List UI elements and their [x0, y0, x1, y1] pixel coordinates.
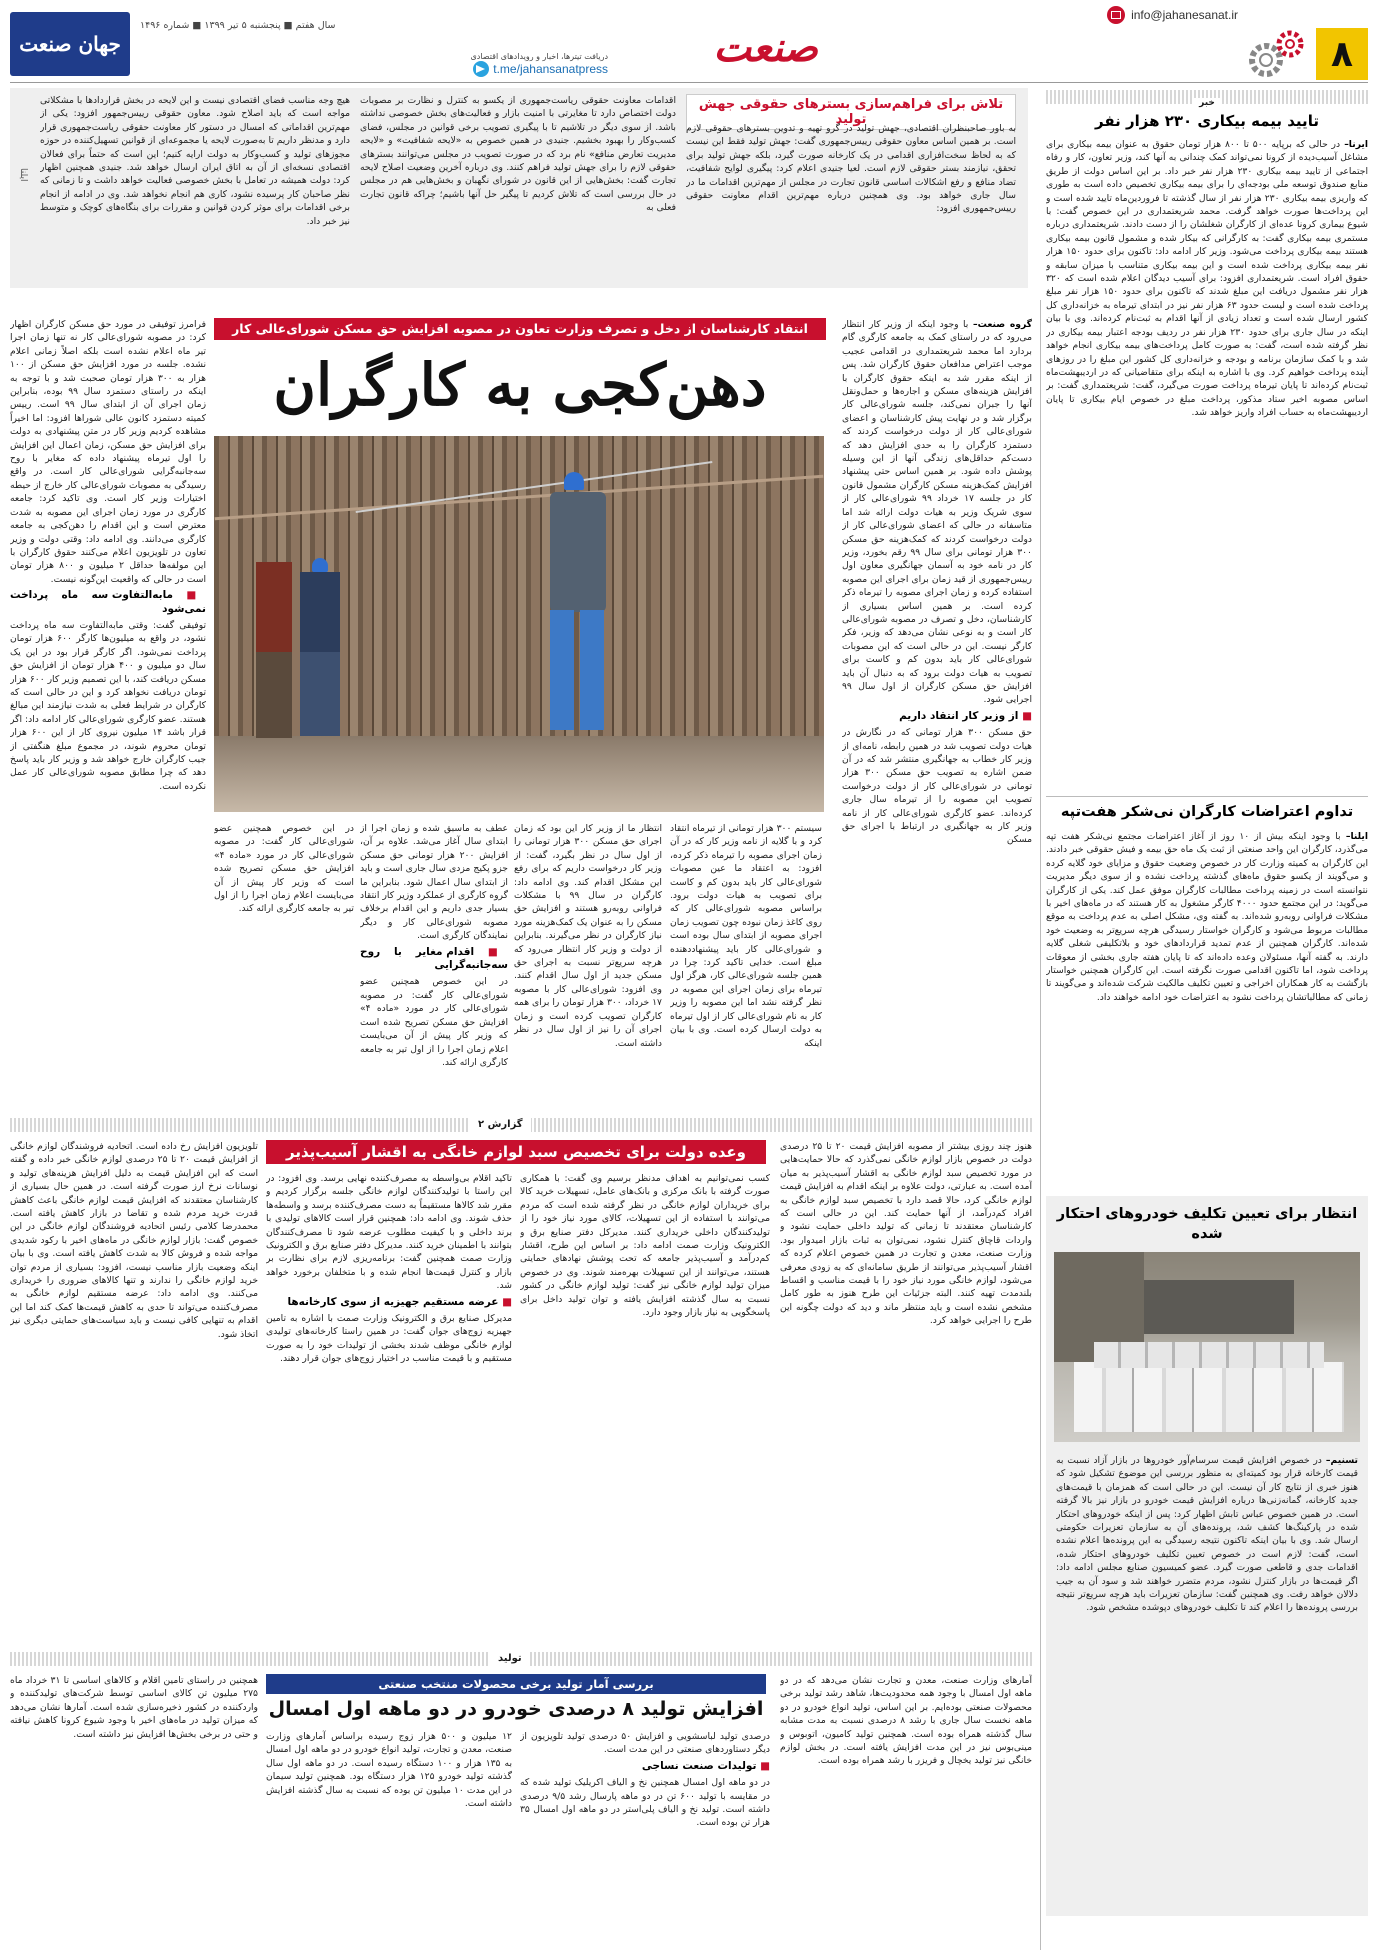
telegram-caption: دریافت تیترها، اخبار و رویدادهای اقتصادی [470, 52, 608, 61]
right-col-rule [1040, 300, 1041, 1950]
main-col-d-cont: در این خصوص همچنین عضو شورای‌عالی کار گفت: در مصوبه شورای‌عالی کار در مورد «ماده ۴» افزایش حق مسکن تصریح شده است که وزیر کار پیش از آن می‌بایست اعلام زمان اجرا را از اول تیر به جامعه کارگری ارائه کند. [214, 823, 354, 915]
top-article-title: تلاش برای فراهم‌سازی بسترهای حقوقی جهش تولید [686, 94, 1016, 130]
story-divider [1046, 796, 1368, 797]
production-subhead: ■ تولیدات صنعت نساجی [641, 1759, 770, 1772]
main-col-b: سیستم ۳۰۰ هزار تومانی از تیرماه انتقاد کرد و با گلایه از نامه وزیر کار که در آن زمان اجرای مصوبه را تیرماه ذکر کرده، افزود: به اعتقاد ما عین مصوبات شورای‌عالی کار باید بدون کم و کاست برای تصویب به هیات دولت برود. براساس مصوبه شورای‌عالی کار که روی کاغذ زمان نبوده چون تصویب زمان اجرای مصوبه از ابتدای سال بوده است و شورای‌عالی کار باید پیشنهاددهنده مبلغ است. خدایی تاکید کرد: چرا در همین جلسه شورای‌عالی کار، هرگز اول تیرماه برای زمان اجرای این مصوبه در نظر گرفته نشد اما این مصوبه را وزیر کار به نام شورای‌عالی کار از اول تیرماه به دولت ارسال کرده است. وی با بیان اینکه [670, 823, 822, 1049]
story2-lead: ایلنا [1350, 831, 1368, 842]
newspaper-logo [10, 12, 130, 76]
main-col-e-subhead: ■ مابه‌التفاوت سه ماه پرداخت نمی‌شود [10, 589, 206, 615]
main-kicker: انتقاد کارشناسان از دخل و تصرف وزارت تعاون در مصوبه افزایش حق مسکن شورای‌عالی کار [214, 318, 826, 340]
main-story [10, 300, 1032, 1120]
top-article-col1: به باور صاحبنظران اقتصادی، جهش تولید در گرو تهیه و تدوین بسترهای حقوقی لازم است. بر همین اساس معاون حقوقی رییس‌جمهوری گفت: جهش تولید فقط این نیست که به لحاظ سخت‌افزاری اقدامی در یک کارخانه صورت گیرد، بلکه جهش تولید برای تحقق، نیازمند بستر حقوقی لازم است. لعیا جنیدی اعلام کرد: پیگیری لوایح شفافیت، تضاد منافع و رفع اشکالات اساسی قانون تجارت در مجلس از مهم‌ترین اقدامات ما در سال جاری خواهد بود. وی همچنین درباره مهم‌ترین اقدام معاونت حقوقی رییس‌جمهوری افزود: [686, 123, 1016, 215]
story2-body: ایلنا– با وجود اینکه بیش از ۱۰ روز از آغاز اعتراضات مجتمع نی‌شکر هفت تپه می‌گذرد، کارگران این واحد صنعتی از ثبت یک ماه حق بیمه و فیش حقوقی خبر دادند. این کارگران به کمیته وزارت کار در خصوص وضعیت حقوق و مزایای خود گلایه کرده و می‌گویند از یکسو حقوق ماه‌های گذشته پرداخت نشده و از سوی دیگر مدیریت نتوانسته است در زمینه پرداخت مطالبات کارگران موفق عمل کند. یکی از کارگران می‌گوید: در این مجتمع حدود ۴۰۰۰ کارگر مشغول به کار هستند که در ماه‌های اخیر با مشکلات فراوانی روبه‌رو شده‌اند. به گفته وی، مشکل اصلی به عدم پرداخت به موقع مطالبات مربوط می‌شود و کارگران خواستار رسیدگی هرچه سریع‌تر به وضعیت خود شده‌اند. کارگران همچنین از عدم تمدید قراردادهای خود و بلاتکلیفی شغلی گلایه دارند. به گفته آنها، مسئولان وعده داده‌اند که تا پایان هفته جاری بخشی از معوقات پرداخت شود، اما تاکنون اقدامی صورت نگرفته است. این کارگران همچنین خواستار بازگشت به کار همکاران اخراجی و تعیین تکلیف مالکیت شرکت شده‌اند و می‌گویند تا زمانی که مطالباتشان پرداخت نشود به اعتراضات خود ادامه خواهند داد. [1046, 831, 1368, 1003]
story3-text: در خصوص افزایش قیمت سرسام‌آور خودروها در بازار آزاد نسبت به قیمت کارخانه قرار بود کمیته‌ای به منظور بررسی این موضوع تشکیل شود که هنوز خبری از نتایج کار آن نیست. این در حالی است که همزمان با قیمت‌های جدید کارخانه، گمانه‌زنی‌ها درباره افزایش قیمت خودرو در بازار نیز بالا گرفته است. در همین خصوص عباس تابش اظهار کرد: پس از اینکه خودروهای احتکار شده در پارکینگ‌ها کشف شد، پرونده‌های آن به سازمان تعزیرات حکومتی ارسال شد. وی با بیان اینکه تاکنون نتیجه رسیدگی به این پرونده‌ها اعلام نشده است، گفت: لازم است در خصوص تعیین تکلیف خودروهای احتکار شده، اقدامات جدی و قاطعی صورت گیرد. عضو کمیسیون صنایع مجلس ادامه داد: اگر قیمت‌ها در بازار کنترل نشود، مردم متضرر خواهند شد و سود آن به جیب دلالان خواهد رفت. وی همچنین گفت: سازمان تعزیرات باید هرچه سریع‌تر نتیجه بررسی پرونده‌ها را اعلام کند تا تکلیف خودروهای دپوشده مشخص شود. [1056, 1455, 1358, 1614]
parked-cars-photo [1054, 1252, 1360, 1442]
story3-box [1046, 1196, 1368, 1916]
email-line [1107, 6, 1238, 24]
story3-lead: تسنیم [1330, 1455, 1358, 1466]
main-col-c: انتظار ما از وزیر کار این بود که زمان اجرای حق مسکن ۳۰۰ هزار تومانی را از اول سال در نظر بگیرد، گفت: از وزیر کار درخواست داریم که برای رفع این مشکل اقدام کند. وی ادامه داد: کارگران در سال ۹۹ با مشکلات فراوانی روبه‌رو هستند و افزایش حق مسکن را به عنوان یک کمک‌هزینه مورد نیاز کارگران در نظر می‌گیرند. بنابراین از دولت و وزیر کار انتظار می‌رود که هرچه سریع‌تر نسبت به اجرای حق مسکن جدید از اول سال اقدام کنند. وی افزود: شورای‌عالی کار با مصوبه ۱۷ خرداد، ۳۰۰ هزار تومان را برای همه کارگران تصویب کرده است و زمان اجرای آن را نیز از اول سال در نظر داشته است. [514, 823, 662, 1049]
story1-lead: ایرنا [1348, 139, 1368, 150]
story2-title: تداوم اعتراضات کارگران نی‌شکر هفت‌تپه [1060, 804, 1354, 820]
production-kicker: بررسی آمار تولید برخی محصولات منتخب صنعتی [266, 1674, 766, 1694]
email-address[interactable]: info@jahanesanat.ir [1131, 8, 1238, 22]
logo-text: جهان صنعت [19, 32, 121, 56]
masthead [0, 0, 1378, 88]
report2-col4: تلویزیون افزایش رخ داده است. اتحادیه فروشندگان لوازم خانگی از افزایش قیمت ۲۰ تا ۲۵ درصدی لوازم خانگی خبر داده و گفته است که این افزایش قیمت به دلیل افزایش هزینه‌های تولید و نوسانات نرخ ارز صورت گرفته است. در همین حال بسیاری از کارشناسان معتقدند که افزایش قیمت لوازم خانگی باعث کاهش قدرت خرید مردم شده و تقاضا در بازار کاهش یافته است. محمدرضا کلامی رئیس اتحادیه فروشندگان لوازم خانگی در این خصوص گفت: بازار لوازم خانگی در ماه‌های اخیر با رکود شدیدی مواجه شده و فروش کالا به شدت کاهش یافته است. وی با بیان اینکه وضعیت بازار مناسب نیست، افزود: بسیاری از مردم توان خرید لوازم خانگی را ندارند و تنها کالاهای ضروری را خریداری می‌کنند. وی ادامه داد: عرضه مستقیم لوازم خانگی به مصرف‌کننده می‌تواند تا حدی به کاهش قیمت‌ها کمک کند اما این اقدام به تنهایی کافی نیست و باید سیاست‌های حمایتی دیگری نیز اتخاذ شود. [10, 1141, 258, 1340]
main-headline: دهن‌کجی به کارگران [273, 351, 767, 419]
report2-col1: هنوز چند روزی بیشتر از مصوبه افزایش قیمت ۲۰ تا ۲۵ درصدی دولت در خصوص بازار لوازم خانگی نمی‌گذرد که حالا حمایت‌هایی در مورد تخصیص سبد لوازم خانگی به اقشار آسیب‌پذیر به میان آمده است. به عبارتی، دولت علاوه بر اینکه اقدام به افزایش قیمت لوازم خانگی کرد، حالا قصد دارد با تخصیص سبد لوازم خانگی به افراد کم‌درآمد، از آنها حمایت کند. این در حالی است که کارشناسان معتقدند تا زمانی که تولید داخلی حمایت نشود و واردات قاچاق کنترل نشود، نمی‌توان به ثبات بازار امیدوار بود. وزارت صنعت، معدن و تجارت در همین خصوص اعلام کرده که اقشار آسیب‌پذیر می‌توانند از طریق سامانه‌ای که به زودی معرفی می‌شود، لوازم خانگی مورد نیاز خود را با قیمت مناسب و اقساط بلندمدت تهیه کنند. البته جزئیات این طرح هنوز به طور کامل مشخص نشده است و باید منتظر ماند و دید که دولت چگونه این طرح را اجرایی خواهد کرد. [780, 1141, 1032, 1327]
story3-body: تسنیم– در خصوص افزایش قیمت سرسام‌آور خودروها در بازار آزاد نسبت به قیمت کارخانه قرار بود کمیته‌ای به منظور بررسی این موضوع تشکیل شود که هنوز خبری از نتایج کار آن نیست. این در حالی است که همزمان با قیمت‌های جدید کارخانه، گمانه‌زنی‌ها درباره افزایش قیمت خودرو در بازار نیز بالا گرفته است. در همین خصوص عباس تابش اظهار کرد: پس از اینکه خودروهای احتکار شده در پارکینگ‌ها کشف شد، پرونده‌های آن به سازمان تعزیرات حکومتی ارسال شد. وی با بیان اینکه تاکنون نتیجه رسیدگی به این پرونده‌ها اعلام نشده است، گفت: لازم است در خصوص تعیین تکلیف خودروهای احتکار شده، اقدامات جدی و قاطعی صورت گیرد. عضو کمیسیون صنایع مجلس ادامه داد: اگر قیمت‌ها در بازار کنترل نشود، مردم متضرر خواهند شد و سود آن به جیب دلالان خواهد رفت. وی همچنین گفت: سازمان تعزیرات باید هرچه سریع‌تر نتیجه بررسی پرونده‌ها را اعلام کند تا تکلیف خودروهای دپوشده مشخص شود. [1056, 1455, 1358, 1614]
main-col-a-subhead: ■ از وزیر کار انتقاد داریم [899, 709, 1032, 722]
report2-subhead: ■ عرضه مستقیم جهیزیه از سوی کارخانه‌ها [287, 1295, 512, 1308]
story3-title: انتظار برای تعیین تکلیف خودروهای احتکار شده [1056, 1206, 1358, 1242]
production-col1: آمارهای وزارت صنعت، معدن و تجارت نشان می‌دهد که در دو ماهه اول امسال با وجود همه محدودیت‌ها، شاهد رشد تولید برخی محصولات صنعتی بوده‌ایم. بر این اساس، تولید انواع خودرو در دو ماهه نخست سال جاری با رشد ۸ درصدی نسبت به مدت مشابه سال گذشته همراه بوده است. همچنین تولید کامیون، اتوبوس و مینی‌بوس نیز در این مدت افزایش یافته است. در بخش لوازم خانگی نیز تولید یخچال و فریزر با رشد همراه بوده است. [780, 1675, 1032, 1767]
main-col-e: فرامرز توفیقی در مورد حق مسکن کارگران اظهار کرد: در مصوبه شورای‌عالی کار نه تنها زمان اجرا تیر ماه اعلام نشده است بلکه اصلاً زمانی اعلام نشده. جلسه در مورد افزایش حق مسکن از ۱۰۰ هزار به ۳۰۰ هزار تومان صحبت شد و با توجه به اینکه در راستای دستمزد سال ۹۹ بوده، بنابراین زمان اجرای آن از ابتدای سال ۹۹ است. رییس کمیته دستمزد کانون عالی شوراها افزود: اما اخیراً مشاهده کردیم وزیر کار در متن پیشنهادی به دولت برای افزایش حق مسکن، زمان اعمال این افزایش را اول تیرماه پیشنهاد داده که مغایر با روح سه‌جانبه‌گرایی شورای‌عالی کار است. در واقع رسیدگی به مصوبات شورای‌عالی کار خارج از حیطه اختیارات وزیر کار است. وی تاکید کرد: جامعه کارگری در مورد زمان اجرای این مصوبه به شدت معترض است و این اقدام را دهن‌کجی به جامعه کارگری می‌دانند. وی ادامه داد: وقتی دولت و وزیر تعاون در تلویزیون اعلام می‌کنند حقوق کارگران با این مولفه‌ها حداقل ۲ میلیون و ۸۰۰ هزار تومان است در حالی که واقعیت این‌گونه نیست. ■ مابه‌التفاوت سه ماه پرداخت نمی‌شود توفیقی گفت: وقتی مابه‌التفاوت سه ماه پرداخت نشود، در واقع به میلیون‌ها کارگر ۶۰۰ هزار تومان پرداخت نمی‌شود. اگر کارگر قرار بود در این یک سال دو میلیون و ۴۰۰ هزار تومان از افزایش حق مسکن دریافت کند، با این تصمیم وزیر کار ۶۰۰ هزار تومان دریافت نخواهد کرد و این در حالی است که کارگران در شرایط فعلی به شدت نیازمند این مبالغ هستند. عضو کارگری شورای‌عالی کار ادامه داد: اگر قرار باشد ۱۴ میلیون نیروی کار از این ۶۰۰ هزار تومان محروم شوند، در مجموع مبلغ هنگفتی از جیب کارگران خارج خواهد شد و وزیر کار باید پاسخ دهد که چرا مطابق مصوبه شورای‌عالی کار عمل نکرده است. [10, 319, 206, 792]
page-number-badge [1316, 28, 1368, 80]
story1-title: تایید بیمه بیکاری ۲۳۰ هزار نفر [1095, 112, 1319, 130]
story1-body: ایرنا– در حالی که برپایه ۵۰۰ تا ۸۰۰ هزار تومان حقوق به عنوان بیمه بیکاری برای مشاغل آسیب‌دیده از کرونا نمی‌تواند کمک چندانی به آنها کند، وزیر تعاون، کار و رفاه اجتماعی از تایید بیمه بیکاری ۲۳۰ هزار نفر خبر داد. بر این اساس دولت از طریق منابع صندوق توسعه ملی بودجه‌ای را برای بیمه بیکاری تخصیص داده است به طوری که واریزی بیمه بیکاری ۲۳۰ هزار نفر از سال گذشته تا فروردین‌ماه تایید شده است و این پرداخت‌ها صورت خواهد گرفت. محمد شریعتمداری در این خصوص گفت: با شیوع بیماری کرونا عده‌ای از کارگران شغلشان را از دست دادند. شریعتمداری درباره مستمری بیمه بیکاری گفت: به کارگرانی که بیکار شده و مشمول قانون بیمه بیکاری هستند بیمه بیکاری پرداخت می‌شود. وزیر کار ادامه داد: تاکنون برای حدود ۱۵۰ هزار نفر بیمه بیکاری پرداخت شده است و این بیمه بیکاری متناسب با میزان سابقه و حقوق افراد است. شریعتمداری افزود: برای آسیب دیدگان اعلام شده است که ۳۲۰ هزار نفر مشمول دریافت این مبلغ شدند که تاکنون برای حدود ۱۵۰ هزار نفر مبلغ پرداخت شده است و لیست حدود ۶۳ هزار نفر نیز در ابتدای تیرماه به خزانه‌داری کل کشور ارسال شده است و تعداد زیادی از آنها اقدام به ثبت‌نام کرده‌اند. وی با بیان اینکه در سال جاری برای حدود ۲۳۰ هزار نفر در ردیف بودجه اعتبار بیمه بیکاری در نظر گرفته شده است، گفت: به صورت کامل پرداخت‌های بیمه بیکاری انجام خواهد شد و با کمک سازمان برنامه و بودجه و خزانه‌داری کل کشور این مبلغ را در روزهای آینده پرداخت خواهیم کرد. وی با اشاره به اینکه برای متقاضیانی که در اردیبهشت‌ماه ثبت‌نام کرده‌اند تا پایان تیرماه پرداخت صورت می‌گیرد، گفت: شریعتمداری گفت: بر اساس مصوبه اخیر ستاد مذکور، پرداخت مبلغ در خصوص ایام بیکاری تا پایان اردیبهشت‌ماه به حساب افراد واریز خواهد شد. [1046, 139, 1368, 419]
main-col-d: عطف به ماسبق شده و زمان اجرا از ابتدای سال آغاز می‌شد. علاوه بر آن، افزایش ۲۰۰ هزار تومانی حق مسکن جزو پکیج مزدی سال جاری است و باید از ابتدای سال اعمال شود. بنابراین ما گروه کارگری از عملکرد وزیر کار انتقاد بسیار جدی داریم و این اقدام برخلاف مصوبه شورای‌عالی کار و دیگر نمایندگان کارگری است. ■ اقدام مغایر با روح سه‌جانبه‌گرایی در این خصوص همچنین عضو شورای‌عالی کار گفت: در مصوبه شورای‌عالی کار در مورد «ماده ۴» افزایش حق مسکن تصریح شده است که وزیر کار پیش از آن می‌بایست اعلام زمان اجرا را از اول تیر به جامعه کارگری ارائه کند. [360, 823, 508, 1068]
production-col3: ۱۲ میلیون و ۵۰۰ هزار زوج رسیده براساس آمارهای وزارت صنعت، معدن و تجارت، تولید انواع خودرو در دو ماهه اول امسال به ۱۳۵ هزار و ۱۰۰ دستگاه رسیده است. در دو ماهه اول سال گذشته تولید خودرو ۱۲۵ هزار دستگاه بود. همچنین تولید سیمان در این مدت ۱۰ میلیون تن بوده که نسبت به سال گذشته افزایش داشته است. [266, 1731, 512, 1810]
section-title: صنعت [713, 24, 818, 71]
production-col4: همچنین در راستای تامین اقلام و کالاهای اساسی تا ۳۱ خرداد ماه ۲۷۵ میلیون تن کالای اساسی توسط شرکت‌های تولیدکننده و وارد‌کننده در کشور ذخیره‌سازی شده است. آمارها نشان می‌دهد که میزان تولید در ماه‌های اخیر با وجود شیوع کرونا کاهش نیافته و حتی در برخی بخش‌ها افزایش نیز داشته است. [10, 1675, 258, 1740]
top-article-byline: ایلنا [18, 168, 28, 182]
story1-text: در حالی که برپایه ۵۰۰ تا ۸۰۰ هزار تومان حقوق به عنوان بیمه بیکاری برای مشاغل آسیب‌دیده از کرونا نمی‌تواند کمک چندانی به آنها کند، وزیر تعاون، کار و رفاه اجتماعی از تایید بیمه بیکاری ۲۳۰ هزار نفر خبر داد. بر این اساس دولت از طریق منابع صندوق توسعه ملی بودجه‌ای را برای بیمه بیکاری تخصیص داده است به طوری که واریزی بیمه بیکاری ۲۳۰ هزار نفر از سال گذشته تا فروردین‌ماه تایید شده است و این پرداخت‌ها صورت خواهد گرفت. محمد شریعتمداری در این خصوص گفت: با شیوع بیماری کرونا عده‌ای از کارگران شغلشان را از دست دادند. شریعتمداری درباره مستمری بیمه بیکاری گفت: به کارگرانی که بیکار شده و مشمول قانون بیمه بیکاری هستند بیمه بیکاری پرداخت می‌شود. وزیر کار ادامه داد: تاکنون برای حدود ۱۵۰ هزار نفر بیمه بیکاری پرداخت شده است و این بیمه بیکاری متناسب با میزان سابقه و حقوق افراد است. شریعتمداری افزود: برای آسیب دیدگان اعلام شده است که ۳۲۰ هزار نفر مشمول دریافت این مبلغ شدند که تاکنون برای حدود ۱۵۰ هزار نفر مبلغ پرداخت شده است و لیست حدود ۶۳ هزار نفر نیز در ابتدای تیرماه به خزانه‌داری کل کشور ارسال شده است و تعداد زیادی از آنها اقدام به ثبت‌نام کرده‌اند. وی با بیان اینکه در سال جاری برای حدود ۲۳۰ هزار نفر در ردیف بودجه اعتبار بیمه بیکاری در نظر گرفته شده است، گفت: به صورت کامل پرداخت‌های بیمه بیکاری انجام خواهد شد و با کمک سازمان برنامه و بودجه و خزانه‌داری کل کشور این مبلغ را در روزهای آینده پرداخت خواهیم کرد. وی با اشاره به اینکه برای متقاضیانی که در اردیبهشت‌ماه ثبت‌نام کرده‌اند تا پایان تیرماه پرداخت صورت می‌گیرد، گفت: شریعتمداری گفت: بر اساس مصوبه اخیر ستاد مذکور، پرداخت مبلغ در خصوص ایام بیکاری تا پایان اردیبهشت‌ماه به حساب افراد واریز خواهد شد. [1046, 139, 1368, 419]
masthead-rule [10, 82, 1368, 83]
mail-icon [1107, 6, 1125, 24]
right-column [1046, 88, 1368, 1888]
story2-text: با وجود اینکه بیش از ۱۰ روز از آغاز اعتراضات مجتمع نی‌شکر هفت تپه می‌گذرد، کارگران این واحد صنعتی از ثبت یک ماه حق بیمه و فیش حقوقی خبر دادند. این کارگران به کمیته وزارت کار در خصوص وضعیت حقوق و مزایای خود گلایه کرده و می‌گویند از یکسو حقوق ماه‌های گذشته پرداخت نشده و از سوی دیگر مدیریت نتوانسته است در زمینه پرداخت مطالبات کارگران موفق عمل کند. یکی از کارگران می‌گوید: در این مجتمع حدود ۴۰۰۰ کارگر مشغول به کار هستند که در ماه‌های اخیر با مشکلات فراوانی روبه‌رو شده‌اند. به گفته وی، مشکل اصلی به عدم پرداخت به موقع مطالبات مربوط می‌شود و کارگران خواستار رسیدگی هرچه سریع‌تر به وضعیت خود شده‌اند. کارگران همچنین از عدم تمدید قراردادهای خود و بلاتکلیفی شغلی گلایه دارند. به گفته آنها، مسئولان وعده داده‌اند که تا پایان هفته جاری بخشی از معوقات پرداخت شود، اما تاکنون اقدامی صورت نگرفته است. این کارگران همچنین خواستار بازگشت به کار همکاران اخراجی و تعیین تکلیف مالکیت شرکت شده‌اند و می‌گویند تا زمانی که مطالباتشان پرداخت نشود به اعتراضات خود ادامه خواهند داد. [1046, 831, 1368, 1003]
report2-col3: تاکید اقلام بی‌واسطه به مصرف‌کننده نهایی برسد. وی افزود: در این راستا با تولیدکنندگان لوازم خانگی جلسه برگزار کردیم و مقرر شد کالاها مستقیماً به دست مصرف‌کننده برسد و واسطه‌ها حذف شوند. وی ادامه داد: همچنین قرار است کالاهای تولیدی با برند داخلی و با کیفیت مطلوب عرضه شود تا مصرف‌کنندگان بتوانند با اطمینان خرید کنند. مدیرکل دفتر صنایع برق و الکترونیک وزارت صمت همچنین گفت: برنامه‌ریزی لازم برای نظارت بر بازار و کنترل قیمت‌ها انجام شده و با متخلفان برخورد خواهد شد. ■ عرضه مستقیم جهیزیه از سوی کارخانه‌ها مدیرکل صنایع برق و الکترونیک وزارت صمت با اشاره به تامین جهیزیه زوج‌های جوان گفت: در همین راستا کارخانه‌های تولیدی لوازم خانگی موظف شدند بخشی از تولیدات خود را به صورت مستقیم و با قیمت مناسب در اختیار زوج‌های جوان قرار دهند. [266, 1173, 512, 1365]
production-headline: افزایش تولید ۸ درصدی خودرو در دو ماهه اول امسال [268, 1698, 764, 1720]
main-group: گروه صنعت [977, 319, 1032, 330]
issue-info: سال هفتم ■ پنجشنبه ۵ تیر ۱۳۹۹ ■ شماره ۱۴۹۶ [140, 20, 336, 31]
news-label: خبر [1046, 90, 1368, 104]
report2-col2: کسب نمی‌توانیم به اهداف مدنظر برسیم وی گفت: با همکاری صورت گرفته با بانک مرکزی و بانک‌های عامل، تسهیلات خرید کالا برای خریداران لوازم خانگی در نظر گرفته شده است که مردم می‌توانند با استفاده از این تسهیلات، کالای مورد نیاز خود را از تولیدکنندگان داخلی خریداری کنند. مدیرکل دفتر صنایع برق و الکترونیک وزارت صمت ادامه داد: بر اساس این طرح، اقشار کم‌درآمد و آسیب‌پذیر جامعه که تحت پوشش نهادهای حمایتی هستند، می‌توانند از این تسهیلات بهره‌مند شوند. وی در خصوص میزان تولید لوازم خانگی نیز گفت: تولید لوازم خانگی در کشور نسبت به سال گذشته افزایش یافته و توان تولید داخل برای پاسخگویی به نیاز بازار وجود دارد. [520, 1173, 770, 1319]
main-col-a: گروه صنعت– با وجود اینکه از وزیر کار انتظار می‌رود که در راستای کمک به جامعه کارگری گام بردارد اما محمد شریعتمداری در اقدامی عجیب موجب اعتراض مدافعان حقوق کارگران شد. پس از اینکه مقرر شد به اینکه حقوق کارگران با افزایش هزینه‌های مسکن و اجاره‌ها و حمل‌ونقل آنها را جبران نمی‌کند، جلسه شورای‌عالی کار برگزار شد و در نهایت پیش کارشناسان و اعضای شورای‌عالی کار از دولت درخواست کردند که دستمزد کارگران را به حدی افزایش دهد که دست‌کم حداقل‌های زندگی آنها از این وسیله پوشش داده شود. بر همین اساس حتی پیشنهاد افزایش کمک‌هزینه مسکن کارگران مشمول قانون کار در جلسه ۱۷ خرداد ۹۹ شورای‌عالی کار از سوی شریک وزیر به هیات دولت ارائه شد اما متاسفانه در حالی که اعضای شورای‌عالی کار از دولت درخواست کردند که کمک‌هزینه حق مسکن ۳۰۰ هزار تومانی برای سال ۹۹ رقم بخورد، وزیر کار در نامه خود به آسمان جهانگیری معاون اول رییس‌جمهوری از قید زمان برای اجرای این مصوبه استفاده کرده و زمان اجرای مصوبه را تیرماه ذکر کرده است. بر همین اساس بسیاری از کارشناسان، دخل و تصرف در مصوبه شورای‌عالی کار است و به نوعی نشان می‌دهد که وزیر، فکر کارگر نیست. این در حالی است که این مصوبات شورای‌عالی کار باید بدون کم و کاست برای تصویب به هیات دولت برود که به دنبال آن باید افزایش حق مسکن کارگران از اول سال ۹۹ اجرایی شود. ■ از وزیر کار انتقاد داریم حق مسکن ۳۰۰ هزار تومانی که در نگارش در هیات دولت تصویب شد در همین رابطه، نامه‌ای از وزیر کار خطاب به جهانگیری منتشر شد که در آن ضمن اشاره به تصویب حق مسکن ۳۰۰ هزار تومانی در شورای‌عالی کار از دولت درخواست تصویب این مصوبه را از تیرماه سال جاری کرده‌اند. عضو کارگری شورای‌عالی کار از نامه وزیر کار به جهانگیری در ارتباط با اجرای حق مسکن [842, 319, 1032, 846]
production-col2: درصدی تولید لباسشویی و افزایش ۵۰ درصدی تولید تلویزیون از دیگر دستاوردهای صنعتی در این مدت است. ■ تولیدات صنعت نساجی در دو ماهه اول امسال همچنین نخ و الیاف اکریلیک تولید شده که در مقایسه با تولید ۶۰۰ تن در دو ماهه پارسال رشد ۹/۵ درصدی داشته است. تولید نخ و الیاف پلی‌استر در دو ماهه اول امسال ۳۵ هزار تن بوده است. [520, 1731, 770, 1829]
page-number: ۸ [1331, 33, 1353, 75]
top-article-col3: هیچ وجه مناسب فضای اقتصادی نیست و این لایحه در بخش قراردادها با مشکلاتی مواجه است که باید اصلاح شود. معاون حقوقی رییس‌جمهور افزود: یکی از مهم‌ترین اقداماتی که امسال در دستور کار معاونت حقوقی ریاست‌جمهوری قرار دارد و مدنظر داریم تا به‌صورت لایحه یا مجموعه‌ای از قوانین تسهیل‌کننده در حوزه مجوزهای تولید و کسب‌وکار به دولت ارایه کنیم؛ این است که حتماً برای فعالان اقتصادی نسخه‌ای از آن به اتاق ایران ارسال خواهد شد. جنیدی همچنین اظهار کرد: دولت همیشه در تعامل با بخش خصوصی فعالیت خواهد داشت و تا زمانی که نظر صاحبان کار پرسیده نشود، کاری هم انجام نخواهد شد. وی در ادامه از انجام برخی اقدامات برای موثر کردن قوانین و مقررات برای بنگاه‌های کوچک و متوسط نیز خبر داد. [40, 95, 350, 227]
top-article [10, 88, 1028, 288]
telegram-block [438, 52, 608, 77]
top-article-col2: اقدامات معاونت حقوقی ریاست‌جمهوری از یکسو به کنترل و نظارت بر مصوبات دولت اختصاص دارد تا مغایرتی با امنیت بازار و فعالیت‌های بخش خصوصی نداشته باشد. از سوی دیگر در تلاشیم تا با پیگیری تصویب برخی قوانین در مجلس، فضای کسب‌وکار را بهبود بخشیم. جنیدی در همین خصوص به «لایحه شفافیت» و «لایحه مدیریت تعارض منافع» نام برد که در صورت تصویب در مجلس می‌توانند بسترهای حقوقی لازم را برای جهش تولید فراهم کنند. وی درباره آخرین وضعیت اصلاح لایحه تجارت گفت: بخش‌هایی از این قانون در شورای نگهبان و بخش‌هایی هم در مجلس در حال بررسی است که تلاش کردیم تا پیگیر حل آنها باشیم؛ چراکه قانون تجارت فعلی به [360, 95, 676, 214]
production-label: تولید [490, 1652, 530, 1666]
workers-photo [214, 436, 824, 812]
main-col-d-subhead: ■ اقدام مغایر با روح سه‌جانبه‌گرایی [360, 945, 508, 972]
gear-icon [1246, 26, 1306, 82]
telegram-icon [473, 61, 489, 77]
report2-headline: وعده دولت برای تخصیص سبد لوازم خانگی به اقشار آسیب‌پذیر [266, 1140, 766, 1164]
telegram-handle[interactable]: t.me/jahansanatpress [493, 62, 608, 76]
report2-label: گزارش ۲ [470, 1118, 531, 1132]
